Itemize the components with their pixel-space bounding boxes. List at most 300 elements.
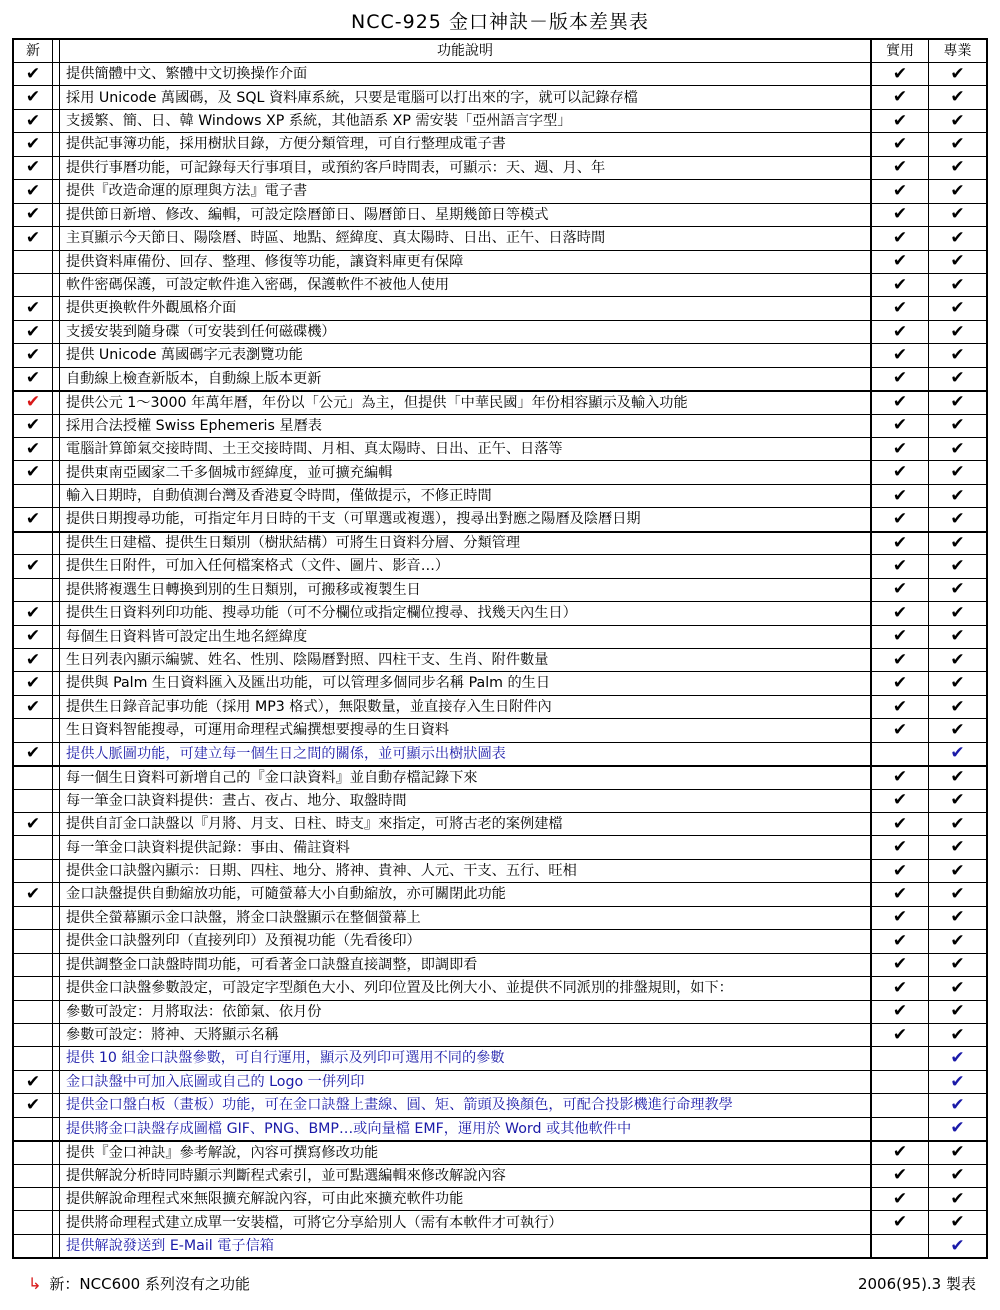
practical-check-icon: ✔ [870, 767, 928, 788]
new-check-icon: ✔ [25, 180, 41, 201]
new-check-icon: ✔ [25, 227, 41, 248]
feature-description: 提供更換軟件外觀風格介面 [59, 297, 870, 319]
pro-check-icon: ✔ [928, 86, 986, 108]
pro-check-icon: ✔ [928, 602, 986, 624]
table-row [14, 1046, 986, 1069]
pro-check-icon: ✔ [928, 1047, 986, 1069]
new-check-icon: ✔ [25, 344, 41, 365]
table-row [14, 648, 986, 671]
column-divider [52, 696, 59, 718]
document-title: NCC-925 金口神訣－版本差異表 [351, 11, 649, 33]
column-divider [52, 1235, 59, 1257]
feature-description: 提供全螢幕顯示金口訣盤，將金口訣盤顯示在整個螢幕上 [59, 907, 870, 929]
pro-check-icon: ✔ [928, 836, 986, 858]
column-divider [52, 533, 59, 554]
table-row [14, 625, 986, 648]
table-row [14, 1117, 986, 1140]
pro-check-icon: ✔ [928, 533, 986, 554]
feature-description: 提供金口盤白板（畫板）功能，可在金口訣盤上畫線、圓、矩、箭頭及換顏色，可配合投影機進行命理教學 [59, 1094, 870, 1116]
table-row [14, 460, 986, 483]
practical-check-icon: ✔ [870, 1211, 928, 1233]
practical-cell-empty [870, 1094, 928, 1116]
new-cell-empty [14, 1047, 52, 1069]
column-divider [52, 438, 59, 460]
practical-check-icon: ✔ [870, 1188, 928, 1210]
column-divider [52, 790, 59, 812]
feature-description: 採用 Unicode 萬國碼，及 SQL 資料庫系統，只要是電腦可以打出來的字，就可以記錄存檔 [59, 86, 870, 108]
table-row [14, 62, 986, 85]
column-divider [52, 860, 59, 882]
column-divider [52, 836, 59, 858]
pro-check-icon: ✔ [928, 767, 986, 788]
new-cell-empty [14, 1188, 52, 1210]
table-row [14, 695, 986, 718]
pro-check-icon: ✔ [928, 63, 986, 85]
table-row [14, 507, 986, 530]
pro-check-icon: ✔ [928, 790, 986, 812]
new-cell-empty [14, 1142, 52, 1163]
pro-check-icon: ✔ [928, 1235, 986, 1257]
feature-description: 電腦計算節氣交接時間、土王交接時間、月相、真太陽時、日出、正午、日落等 [59, 438, 870, 460]
practical-check-icon: ✔ [870, 274, 928, 296]
practical-check-icon: ✔ [870, 533, 928, 554]
column-divider [52, 930, 59, 952]
feature-description: 軟件密碼保護，可設定軟件進入密碼，保護軟件不被他人使用 [59, 274, 870, 296]
practical-check-icon: ✔ [870, 485, 928, 507]
new-check-icon: ✔ [25, 1071, 41, 1092]
practical-cell-empty [870, 743, 928, 765]
practical-check-icon: ✔ [870, 555, 928, 577]
pro-check-icon: ✔ [928, 344, 986, 366]
feature-description: 提供生日資料列印功能、搜尋功能（可不分欄位或指定欄位搜尋、找幾天內生日） [59, 602, 870, 624]
new-check-icon: ✔ [25, 87, 41, 108]
column-divider [52, 743, 59, 765]
table-row [14, 601, 986, 624]
new-check-icon: ✔ [25, 884, 41, 905]
practical-check-icon: ✔ [870, 626, 928, 648]
column-divider [52, 1165, 59, 1187]
table-body [14, 62, 986, 1257]
feature-description: 提供解說命理程式來無限擴充解說內容，可由此來擴充軟件功能 [59, 1188, 870, 1210]
feature-description: 提供資料庫備份、回存、整理、修復等功能，讓資料庫更有保障 [59, 251, 870, 273]
pro-check-icon: ✔ [928, 321, 986, 343]
practical-check-icon: ✔ [870, 133, 928, 155]
feature-description: 金口訣盤中可加入底圖或自己的 Logo 一併列印 [59, 1071, 870, 1093]
pro-check-icon: ✔ [928, 297, 986, 319]
new-cell-empty [14, 977, 52, 999]
practical-check-icon: ✔ [870, 180, 928, 202]
new-check-icon: ✔ [25, 321, 41, 342]
table-row [14, 531, 986, 554]
pro-check-icon: ✔ [928, 1142, 986, 1163]
feature-description: 支援繁、簡、日、韓 Windows XP 系統，其他語系 XP 需安裝「亞州語言字型」 [59, 110, 870, 132]
table-row [14, 390, 986, 413]
feature-description: 採用合法授權 Swiss Ephemeris 星曆表 [59, 415, 870, 437]
pro-check-icon: ✔ [928, 180, 986, 202]
new-check-icon: ✔ [25, 204, 41, 225]
feature-description: 提供解說分析時同時顯示判斷程式索引，並可點選編輯來修改解說內容 [59, 1165, 870, 1187]
column-divider [52, 883, 59, 905]
column-divider [52, 649, 59, 671]
pro-check-icon: ✔ [928, 719, 986, 741]
new-check-icon: ✔ [25, 134, 41, 155]
new-check-icon: ✔ [25, 649, 41, 670]
header-new: 新 [26, 43, 40, 59]
column-divider [52, 1118, 59, 1140]
table-row [14, 273, 986, 296]
new-check-icon: ✔ [25, 438, 41, 459]
new-cell-empty [14, 485, 52, 507]
table-row [14, 1164, 986, 1187]
table-row [14, 203, 986, 226]
pro-check-icon: ✔ [928, 954, 986, 976]
pro-check-icon: ✔ [928, 1001, 986, 1023]
table-row [14, 132, 986, 155]
practical-check-icon: ✔ [870, 508, 928, 530]
practical-check-icon: ✔ [870, 63, 928, 85]
column-divider [52, 321, 59, 343]
practical-check-icon: ✔ [870, 110, 928, 132]
pro-check-icon: ✔ [928, 649, 986, 671]
table-row [14, 765, 986, 788]
table-row [14, 1140, 986, 1163]
feature-description: 提供生日建檔、提供生日類別（樹狀結構）可將生日資料分層、分類管理 [59, 533, 870, 554]
feature-description: 提供金口訣盤參數設定，可設定字型顏色大小、列印位置及比例大小、並提供不同派別的排盤規則，如下： [59, 977, 870, 999]
feature-description: 提供與 Palm 生日資料匯入及匯出功能，可以管理多個同步名稱 Palm 的生日 [59, 672, 870, 694]
feature-description: 每一筆金口訣資料提供：晝占、夜占、地分、取盤時間 [59, 790, 870, 812]
new-check-icon: ✔ [25, 110, 41, 131]
column-divider [52, 1211, 59, 1233]
table-row [14, 906, 986, 929]
table-row [14, 1210, 986, 1233]
column-divider [52, 63, 59, 85]
new-check-icon: ✔ [25, 602, 41, 623]
pro-check-icon: ✔ [928, 672, 986, 694]
practical-check-icon: ✔ [870, 251, 928, 273]
feature-description: 提供『金口神訣』參考解說，內容可撰寫修改功能 [59, 1142, 870, 1163]
table-row [14, 554, 986, 577]
column-divider [52, 579, 59, 601]
arrow-icon: ↳ [28, 1274, 42, 1293]
footer-legend-text: 新：NCC600 系列沒有之功能 [49, 1275, 250, 1293]
column-divider [52, 1047, 59, 1069]
new-check-icon: ✔ [25, 509, 41, 530]
column-divider [52, 110, 59, 132]
new-cell-empty [14, 930, 52, 952]
column-divider [52, 157, 59, 179]
practical-check-icon: ✔ [870, 461, 928, 483]
feature-description: 提供金口訣盤列印（直接列印）及預視功能（先看後印） [59, 930, 870, 952]
pro-check-icon: ✔ [928, 883, 986, 905]
feature-description: 提供解說發送到 E-Mail 電子信箱 [59, 1235, 870, 1257]
new-check-icon: ✔ [25, 813, 41, 834]
pro-check-icon: ✔ [928, 368, 986, 390]
practical-check-icon: ✔ [870, 1142, 928, 1163]
feature-description: 參數可設定：月將取法：依節氣、依月份 [59, 1001, 870, 1023]
pro-check-icon: ✔ [928, 251, 986, 273]
practical-check-icon: ✔ [870, 860, 928, 882]
feature-description: 提供自訂金口訣盤以『月將、月支、日柱、時支』來指定，可將古老的案例建檔 [59, 813, 870, 835]
column-divider [52, 1024, 59, 1046]
pro-check-icon: ✔ [928, 696, 986, 718]
feature-description: 提供記事簿功能，採用樹狀目錄，方便分類管理，可自行整理成電子書 [59, 133, 870, 155]
pro-check-icon: ✔ [928, 1071, 986, 1093]
new-cell-empty [14, 767, 52, 788]
table-row [14, 85, 986, 108]
feature-description: 提供將金口訣盤存成圖檔 GIF、PNG、BMP…或向量檔 EMF，運用於 Word 或其他軟件中 [59, 1118, 870, 1140]
column-divider [52, 1094, 59, 1116]
column-divider [52, 133, 59, 155]
practical-check-icon: ✔ [870, 438, 928, 460]
pro-check-icon: ✔ [928, 1118, 986, 1140]
table-row [14, 1023, 986, 1046]
table-row [14, 179, 986, 202]
practical-check-icon: ✔ [870, 813, 928, 835]
table-row [14, 484, 986, 507]
new-check-icon: ✔ [25, 368, 41, 389]
feature-description: 提供日期搜尋功能，可指定年月日時的干支（可單選或複選），搜尋出對應之陽曆及陰曆日期 [59, 508, 870, 530]
column-divider [52, 672, 59, 694]
practical-check-icon: ✔ [870, 1001, 928, 1023]
pro-check-icon: ✔ [928, 626, 986, 648]
pro-check-icon: ✔ [928, 110, 986, 132]
feature-description: 提供金口訣盤內顯示：日期、四柱、地分、將神、貴神、人元、干支、五行、旺相 [59, 860, 870, 882]
pro-check-icon: ✔ [928, 461, 986, 483]
feature-description: 提供 Unicode 萬國碼字元表瀏覽功能 [59, 344, 870, 366]
table-row [14, 789, 986, 812]
practical-cell-empty [870, 1071, 928, 1093]
pro-check-icon: ✔ [928, 438, 986, 460]
column-divider [52, 274, 59, 296]
practical-check-icon: ✔ [870, 579, 928, 601]
column-divider [52, 508, 59, 530]
practical-check-icon: ✔ [870, 907, 928, 929]
column-divider [52, 344, 59, 366]
feature-description: 提供簡體中文、繁體中文切換操作介面 [59, 63, 870, 85]
practical-check-icon: ✔ [870, 696, 928, 718]
feature-description: 提供將命理程式建立成單一安裝檔，可將它分享給別人（需有本軟件才可執行） [59, 1211, 870, 1233]
table-row [14, 671, 986, 694]
practical-check-icon: ✔ [870, 954, 928, 976]
new-cell-empty [14, 274, 52, 296]
new-cell-empty [14, 1024, 52, 1046]
table-row [14, 414, 986, 437]
column-divider [52, 297, 59, 319]
feature-description: 每個生日資料皆可設定出生地名經緯度 [59, 626, 870, 648]
feature-description: 生日資料智能搜尋，可運用命理程式編撰想要搜尋的生日資料 [59, 719, 870, 741]
column-divider [52, 86, 59, 108]
feature-description: 提供調整金口訣盤時間功能，可看著金口訣盤直接調整，即調即看 [59, 954, 870, 976]
practical-check-icon: ✔ [870, 883, 928, 905]
feature-description: 提供 10 組金口訣盤參數，可自行運用，顯示及列印可選用不同的參數 [59, 1047, 870, 1069]
column-divider [52, 767, 59, 788]
column-divider [52, 1188, 59, 1210]
new-cell-empty [14, 719, 52, 741]
header-practical: 實用 [870, 40, 928, 62]
new-check-icon: ✔ [25, 673, 41, 694]
table-row [14, 812, 986, 835]
pro-check-icon: ✔ [928, 392, 986, 413]
pro-check-icon: ✔ [928, 415, 986, 437]
feature-description: 提供人脈圖功能，可建立每一個生日之間的關係，並可顯示出樹狀圖表 [59, 743, 870, 765]
pro-check-icon: ✔ [928, 508, 986, 530]
practical-check-icon: ✔ [870, 415, 928, 437]
feature-description: 提供公元 1～3000 年萬年曆，年份以「公元」為主，但提供「中華民國」年份相容顯示及輸入功能 [59, 392, 870, 413]
table-row [14, 250, 986, 273]
table-row [14, 367, 986, 390]
table-row [14, 1070, 986, 1093]
column-divider [52, 719, 59, 741]
pro-check-icon: ✔ [928, 930, 986, 952]
new-check-icon: ✔ [25, 157, 41, 178]
practical-check-icon: ✔ [870, 344, 928, 366]
feature-description: 提供節日新增、修改、編輯，可設定陰曆節日、陽曆節日、星期幾節日等模式 [59, 204, 870, 226]
new-cell-empty [14, 1001, 52, 1023]
column-divider [52, 227, 59, 249]
practical-check-icon: ✔ [870, 227, 928, 249]
feature-description: 自動線上檢查新版本，自動線上版本更新 [59, 368, 870, 390]
feature-description: 提供『改造命運的原理與方法』電子書 [59, 180, 870, 202]
new-cell-empty [14, 579, 52, 601]
table-row [14, 156, 986, 179]
table-row [14, 1093, 986, 1116]
pro-check-icon: ✔ [928, 485, 986, 507]
pro-check-icon: ✔ [928, 1211, 986, 1233]
new-check-icon: ✔ [25, 626, 41, 647]
practical-check-icon: ✔ [870, 86, 928, 108]
new-check-icon: ✔ [25, 392, 41, 413]
column-divider [52, 1142, 59, 1163]
table-row [14, 929, 986, 952]
new-cell-empty [14, 533, 52, 554]
feature-description: 金口訣盤提供自動縮放功能，可隨螢幕大小自動縮放，亦可關閉此功能 [59, 883, 870, 905]
column-divider [52, 251, 59, 273]
new-cell-empty [14, 836, 52, 858]
new-cell-empty [14, 790, 52, 812]
practical-cell-empty [870, 1047, 928, 1069]
new-cell-empty [14, 860, 52, 882]
column-divider [52, 1001, 59, 1023]
feature-description: 提供生日附件，可加入任何檔案格式（文件、圖片、影音…） [59, 555, 870, 577]
column-divider [52, 392, 59, 413]
column-divider [52, 907, 59, 929]
pro-check-icon: ✔ [928, 907, 986, 929]
version-comparison-table [12, 38, 988, 1259]
practical-check-icon: ✔ [870, 368, 928, 390]
feature-description: 主頁顯示今天節日、陽陰曆、時區、地點、經緯度、真太陽時、日出、正午、日落時間 [59, 227, 870, 249]
column-divider [52, 1071, 59, 1093]
practical-check-icon: ✔ [870, 649, 928, 671]
practical-check-icon: ✔ [870, 672, 928, 694]
practical-check-icon: ✔ [870, 602, 928, 624]
feature-description: 每一筆金口訣資料提供記錄：事由、備註資料 [59, 836, 870, 858]
table-row [14, 226, 986, 249]
column-divider [52, 555, 59, 577]
table-row [14, 437, 986, 460]
feature-description: 每一個生日資料可新增自己的『金口訣資料』並自動存檔記錄下來 [59, 767, 870, 788]
new-cell-empty [14, 907, 52, 929]
new-check-icon: ✔ [25, 298, 41, 319]
feature-description: 提供行事曆功能，可記錄每天行事項目，或預約客戶時間表，可顯示：天、週、月、年 [59, 157, 870, 179]
feature-description: 輸入日期時，自動偵測台灣及香港夏令時間，僅做提示，不修正時間 [59, 485, 870, 507]
new-cell-empty [14, 1165, 52, 1187]
table-row [14, 296, 986, 319]
column-divider [52, 954, 59, 976]
pro-check-icon: ✔ [928, 813, 986, 835]
new-cell-empty [14, 1235, 52, 1257]
practical-check-icon: ✔ [870, 977, 928, 999]
feature-description: 提供生日錄音記事功能（採用 MP3 格式），無限數量，並直接存入生日附件內 [59, 696, 870, 718]
feature-description: 提供東南亞國家二千多個城市經緯度，並可擴充編輯 [59, 461, 870, 483]
feature-description: 生日列表內顯示編號、姓名、性別、陰陽曆對照、四柱干支、生肖、附件數量 [59, 649, 870, 671]
new-check-icon: ✔ [25, 63, 41, 84]
column-divider [52, 977, 59, 999]
new-cell-empty [14, 1118, 52, 1140]
pro-check-icon: ✔ [928, 1188, 986, 1210]
feature-description: 參數可設定：將神、天將顯示名稱 [59, 1024, 870, 1046]
table-row [14, 718, 986, 741]
table-row [14, 835, 986, 858]
pro-check-icon: ✔ [928, 860, 986, 882]
practical-cell-empty [870, 1235, 928, 1257]
table-row [14, 578, 986, 601]
column-divider [52, 626, 59, 648]
column-divider [52, 813, 59, 835]
table-row [14, 1000, 986, 1023]
new-check-icon: ✔ [25, 415, 41, 436]
pro-check-icon: ✔ [928, 1024, 986, 1046]
feature-description: 支援安裝到隨身碟（可安裝到任何磁碟機） [59, 321, 870, 343]
practical-check-icon: ✔ [870, 321, 928, 343]
practical-check-icon: ✔ [870, 392, 928, 413]
practical-check-icon: ✔ [870, 297, 928, 319]
table-row [14, 343, 986, 366]
table-row [14, 742, 986, 765]
column-divider [52, 415, 59, 437]
column-divider [52, 602, 59, 624]
table-row [14, 859, 986, 882]
pro-check-icon: ✔ [928, 977, 986, 999]
table-row [14, 1187, 986, 1210]
feature-description: 提供將複選生日轉換到別的生日類別，可搬移或複製生日 [59, 579, 870, 601]
footer-legend [28, 1272, 250, 1296]
table-header-row [14, 40, 986, 62]
new-check-icon: ✔ [25, 555, 41, 576]
new-check-icon: ✔ [25, 696, 41, 717]
table-row [14, 953, 986, 976]
new-cell-empty [14, 954, 52, 976]
footer-date: 2006(95).3 製表 [857, 1275, 976, 1293]
new-check-icon: ✔ [25, 1094, 41, 1115]
new-cell-empty [14, 251, 52, 273]
pro-check-icon: ✔ [928, 204, 986, 226]
practical-check-icon: ✔ [870, 790, 928, 812]
column-divider [52, 180, 59, 202]
pro-check-icon: ✔ [928, 274, 986, 296]
table-row [14, 320, 986, 343]
practical-check-icon: ✔ [870, 157, 928, 179]
practical-check-icon: ✔ [870, 1165, 928, 1187]
column-divider [52, 368, 59, 390]
pro-check-icon: ✔ [928, 1165, 986, 1187]
table-row [14, 109, 986, 132]
practical-check-icon: ✔ [870, 204, 928, 226]
column-divider [52, 204, 59, 226]
table-row [14, 882, 986, 905]
column-divider [52, 40, 59, 62]
practical-check-icon: ✔ [870, 1024, 928, 1046]
pro-check-icon: ✔ [928, 227, 986, 249]
